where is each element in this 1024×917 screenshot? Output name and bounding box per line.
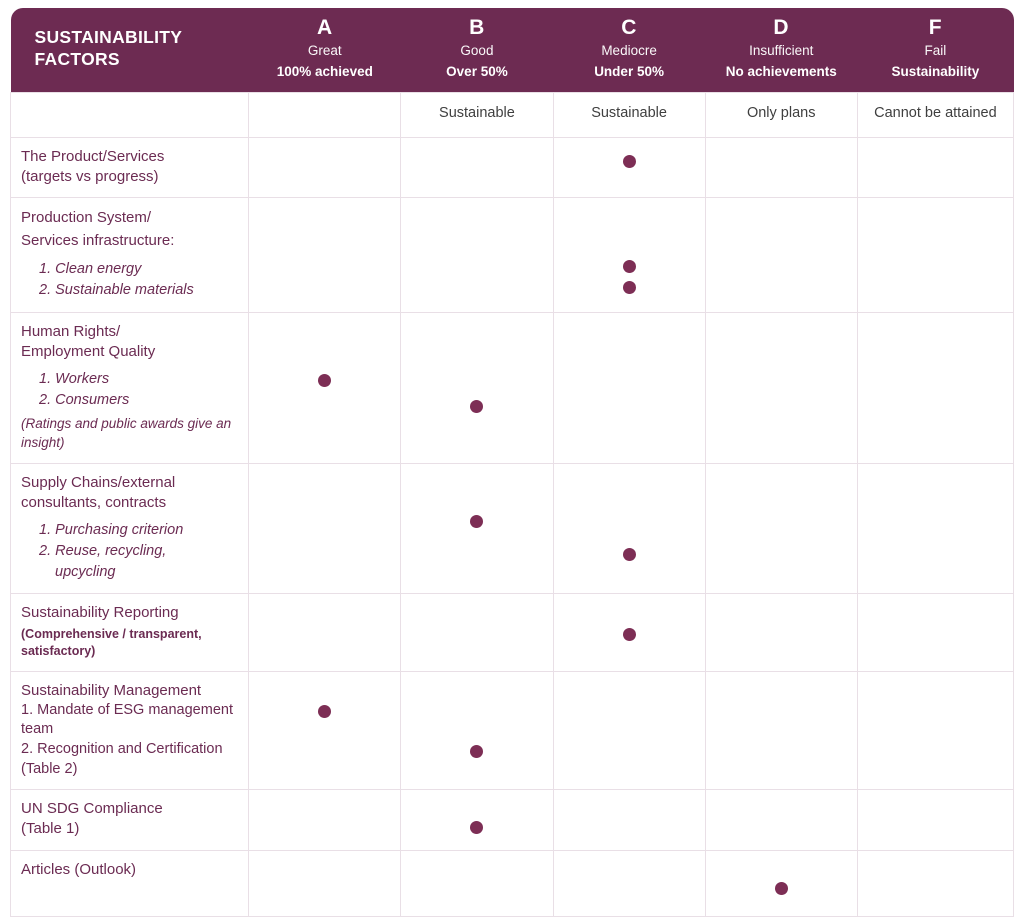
rating-dot — [318, 374, 331, 387]
subheader-b: Sustainable — [401, 92, 553, 137]
cell-unsdg-f — [857, 790, 1013, 851]
grade-word-d: Insufficient — [749, 43, 814, 59]
table-row — [11, 137, 1014, 198]
cell-articles-f — [857, 850, 1013, 916]
header-column-c — [553, 8, 705, 92]
cell-human-rights-b — [401, 312, 553, 463]
rating-dot — [318, 705, 331, 718]
subheader-c: Sustainable — [553, 92, 705, 137]
row-label-sustainability-reporting — [11, 594, 249, 671]
cell-articles-a — [249, 850, 401, 916]
grade-word-b: Good — [460, 43, 494, 59]
row-title-line1: Sustainability Reporting — [21, 604, 179, 622]
row-title-line1: Supply Chains/external — [21, 473, 176, 491]
row-label-un-sdg-compliance — [11, 790, 249, 851]
table-row — [11, 671, 1014, 790]
cell-human-rights-a — [249, 312, 401, 463]
cell-articles-b — [401, 850, 553, 916]
cell-supply-b — [401, 463, 553, 594]
row-title-line1: The Product/Services — [21, 147, 165, 165]
cell-management-b — [401, 671, 553, 790]
grade-word-f: Fail — [924, 43, 947, 59]
row-subitem: upcycling — [55, 564, 116, 581]
row-subitem: 2. Reuse, recycling, — [39, 543, 167, 560]
row-title-line2: (targets vs progress) — [21, 168, 159, 186]
grade-note-b: Over 50% — [446, 64, 508, 80]
row-label-supply-chains — [11, 463, 249, 594]
table-row — [11, 463, 1014, 594]
grade-letter-c: C — [621, 16, 637, 39]
grade-letter-d: D — [773, 16, 790, 39]
rating-dot — [470, 400, 483, 413]
row-subitem: 2. Consumers — [39, 392, 130, 409]
cell-product-a — [249, 137, 401, 198]
cell-product-d — [705, 137, 857, 198]
rating-dot — [623, 155, 636, 168]
cell-product-b — [401, 137, 553, 198]
cell-product-f — [857, 137, 1013, 198]
row-subitem: 2. Sustainable materials — [39, 282, 194, 299]
row-label-articles-outlook — [11, 850, 249, 916]
cell-production-f — [857, 198, 1013, 312]
grade-note-f: Sustainability — [891, 64, 980, 80]
cell-supply-f — [857, 463, 1013, 594]
grade-letter-b: B — [469, 16, 485, 39]
cell-articles-c — [553, 850, 705, 916]
cell-reporting-c — [553, 594, 705, 671]
cell-unsdg-a — [249, 790, 401, 851]
cell-management-a — [249, 671, 401, 790]
row-title-line2: Services infrastructure: — [21, 231, 175, 249]
cell-management-f — [857, 671, 1013, 790]
row-title-line1: UN SDG Compliance — [21, 800, 163, 818]
grade-word-c: Mediocre — [601, 43, 657, 59]
rating-dot — [775, 882, 788, 895]
subheader-f: Cannot be attained — [857, 92, 1013, 137]
table-row — [11, 850, 1014, 916]
subheader-a — [249, 92, 401, 137]
cell-production-c — [553, 198, 705, 312]
cell-management-c — [553, 671, 705, 790]
cell-production-a — [249, 198, 401, 312]
grade-word-a: Great — [307, 43, 342, 59]
row-title-line2: consultants, contracts — [21, 494, 167, 512]
table-row — [11, 594, 1014, 671]
header-column-b — [401, 8, 553, 92]
cell-human-rights-c — [553, 312, 705, 463]
table-row — [11, 198, 1014, 312]
rating-dot — [623, 628, 636, 641]
row-subitem: 1. Purchasing criterion — [39, 522, 184, 539]
cell-unsdg-d — [705, 790, 857, 851]
row-subitem: 1. Clean energy — [39, 261, 142, 278]
row-subitems — [21, 369, 238, 411]
row-subitem: 1. Workers — [39, 371, 110, 387]
grade-letter-a: A — [316, 16, 333, 39]
grade-note-d: No achievements — [725, 64, 837, 80]
cell-production-d — [705, 198, 857, 312]
header-title-text: SUSTAINABILITY FACTORS — [34, 27, 182, 69]
cell-reporting-b — [401, 594, 553, 671]
table-subheader-row — [11, 92, 1014, 137]
subheader-d: Only plans — [705, 92, 857, 137]
cell-product-c — [553, 137, 705, 198]
subheader-blank — [11, 92, 249, 137]
rating-dot — [623, 281, 636, 294]
header-sustainability-factors — [11, 8, 249, 92]
row-title-line1: Articles (Outlook) — [21, 860, 137, 878]
rating-dot — [470, 515, 483, 528]
row-title-line2: 1. Mandate of ESG management team — [21, 701, 233, 738]
row-label-sustainability-management — [11, 671, 249, 790]
rating-dot — [623, 260, 636, 273]
row-title-line3: 2. Recognition and Certification (Table 2) — [21, 740, 223, 777]
cell-reporting-d — [705, 594, 857, 671]
cell-supply-a — [249, 463, 401, 594]
table-row — [11, 790, 1014, 851]
row-subitems — [21, 259, 238, 301]
table-header — [11, 8, 1014, 92]
row-label-product-services — [11, 137, 249, 198]
row-title-line1: Sustainability Management — [21, 681, 202, 699]
rating-dot — [470, 821, 483, 834]
cell-reporting-f — [857, 594, 1013, 671]
header-column-a — [249, 8, 401, 92]
cell-supply-d — [705, 463, 857, 594]
cell-unsdg-b — [401, 790, 553, 851]
row-title-line2: (Table 1) — [21, 820, 80, 838]
cell-human-rights-f — [857, 312, 1013, 463]
sustainability-factors-table — [10, 8, 1014, 917]
grade-letter-f: F — [928, 16, 943, 39]
rating-dot — [623, 548, 636, 561]
cell-supply-c — [553, 463, 705, 594]
rating-dot — [470, 745, 483, 758]
row-note: (Ratings and public awards give an insight) — [21, 416, 232, 450]
row-label-human-rights — [11, 312, 249, 463]
cell-production-b — [401, 198, 553, 312]
cell-reporting-a — [249, 594, 401, 671]
row-note: (Comprehensive / transparent, satisfactory) — [21, 626, 202, 659]
grade-note-c: Under 50% — [594, 64, 664, 80]
grade-note-a: 100% achieved — [276, 64, 373, 80]
cell-unsdg-c — [553, 790, 705, 851]
cell-articles-d — [705, 850, 857, 916]
cell-human-rights-d — [705, 312, 857, 463]
row-title-line2: Employment Quality — [21, 342, 156, 360]
row-subitems — [21, 520, 238, 583]
row-title-line1: Human Rights/ — [21, 322, 121, 340]
row-title-line1: Production System/ — [21, 209, 152, 227]
header-column-f — [857, 8, 1013, 92]
table-row — [11, 312, 1014, 463]
cell-management-d — [705, 671, 857, 790]
row-label-production-system — [11, 198, 249, 312]
header-column-d — [705, 8, 857, 92]
